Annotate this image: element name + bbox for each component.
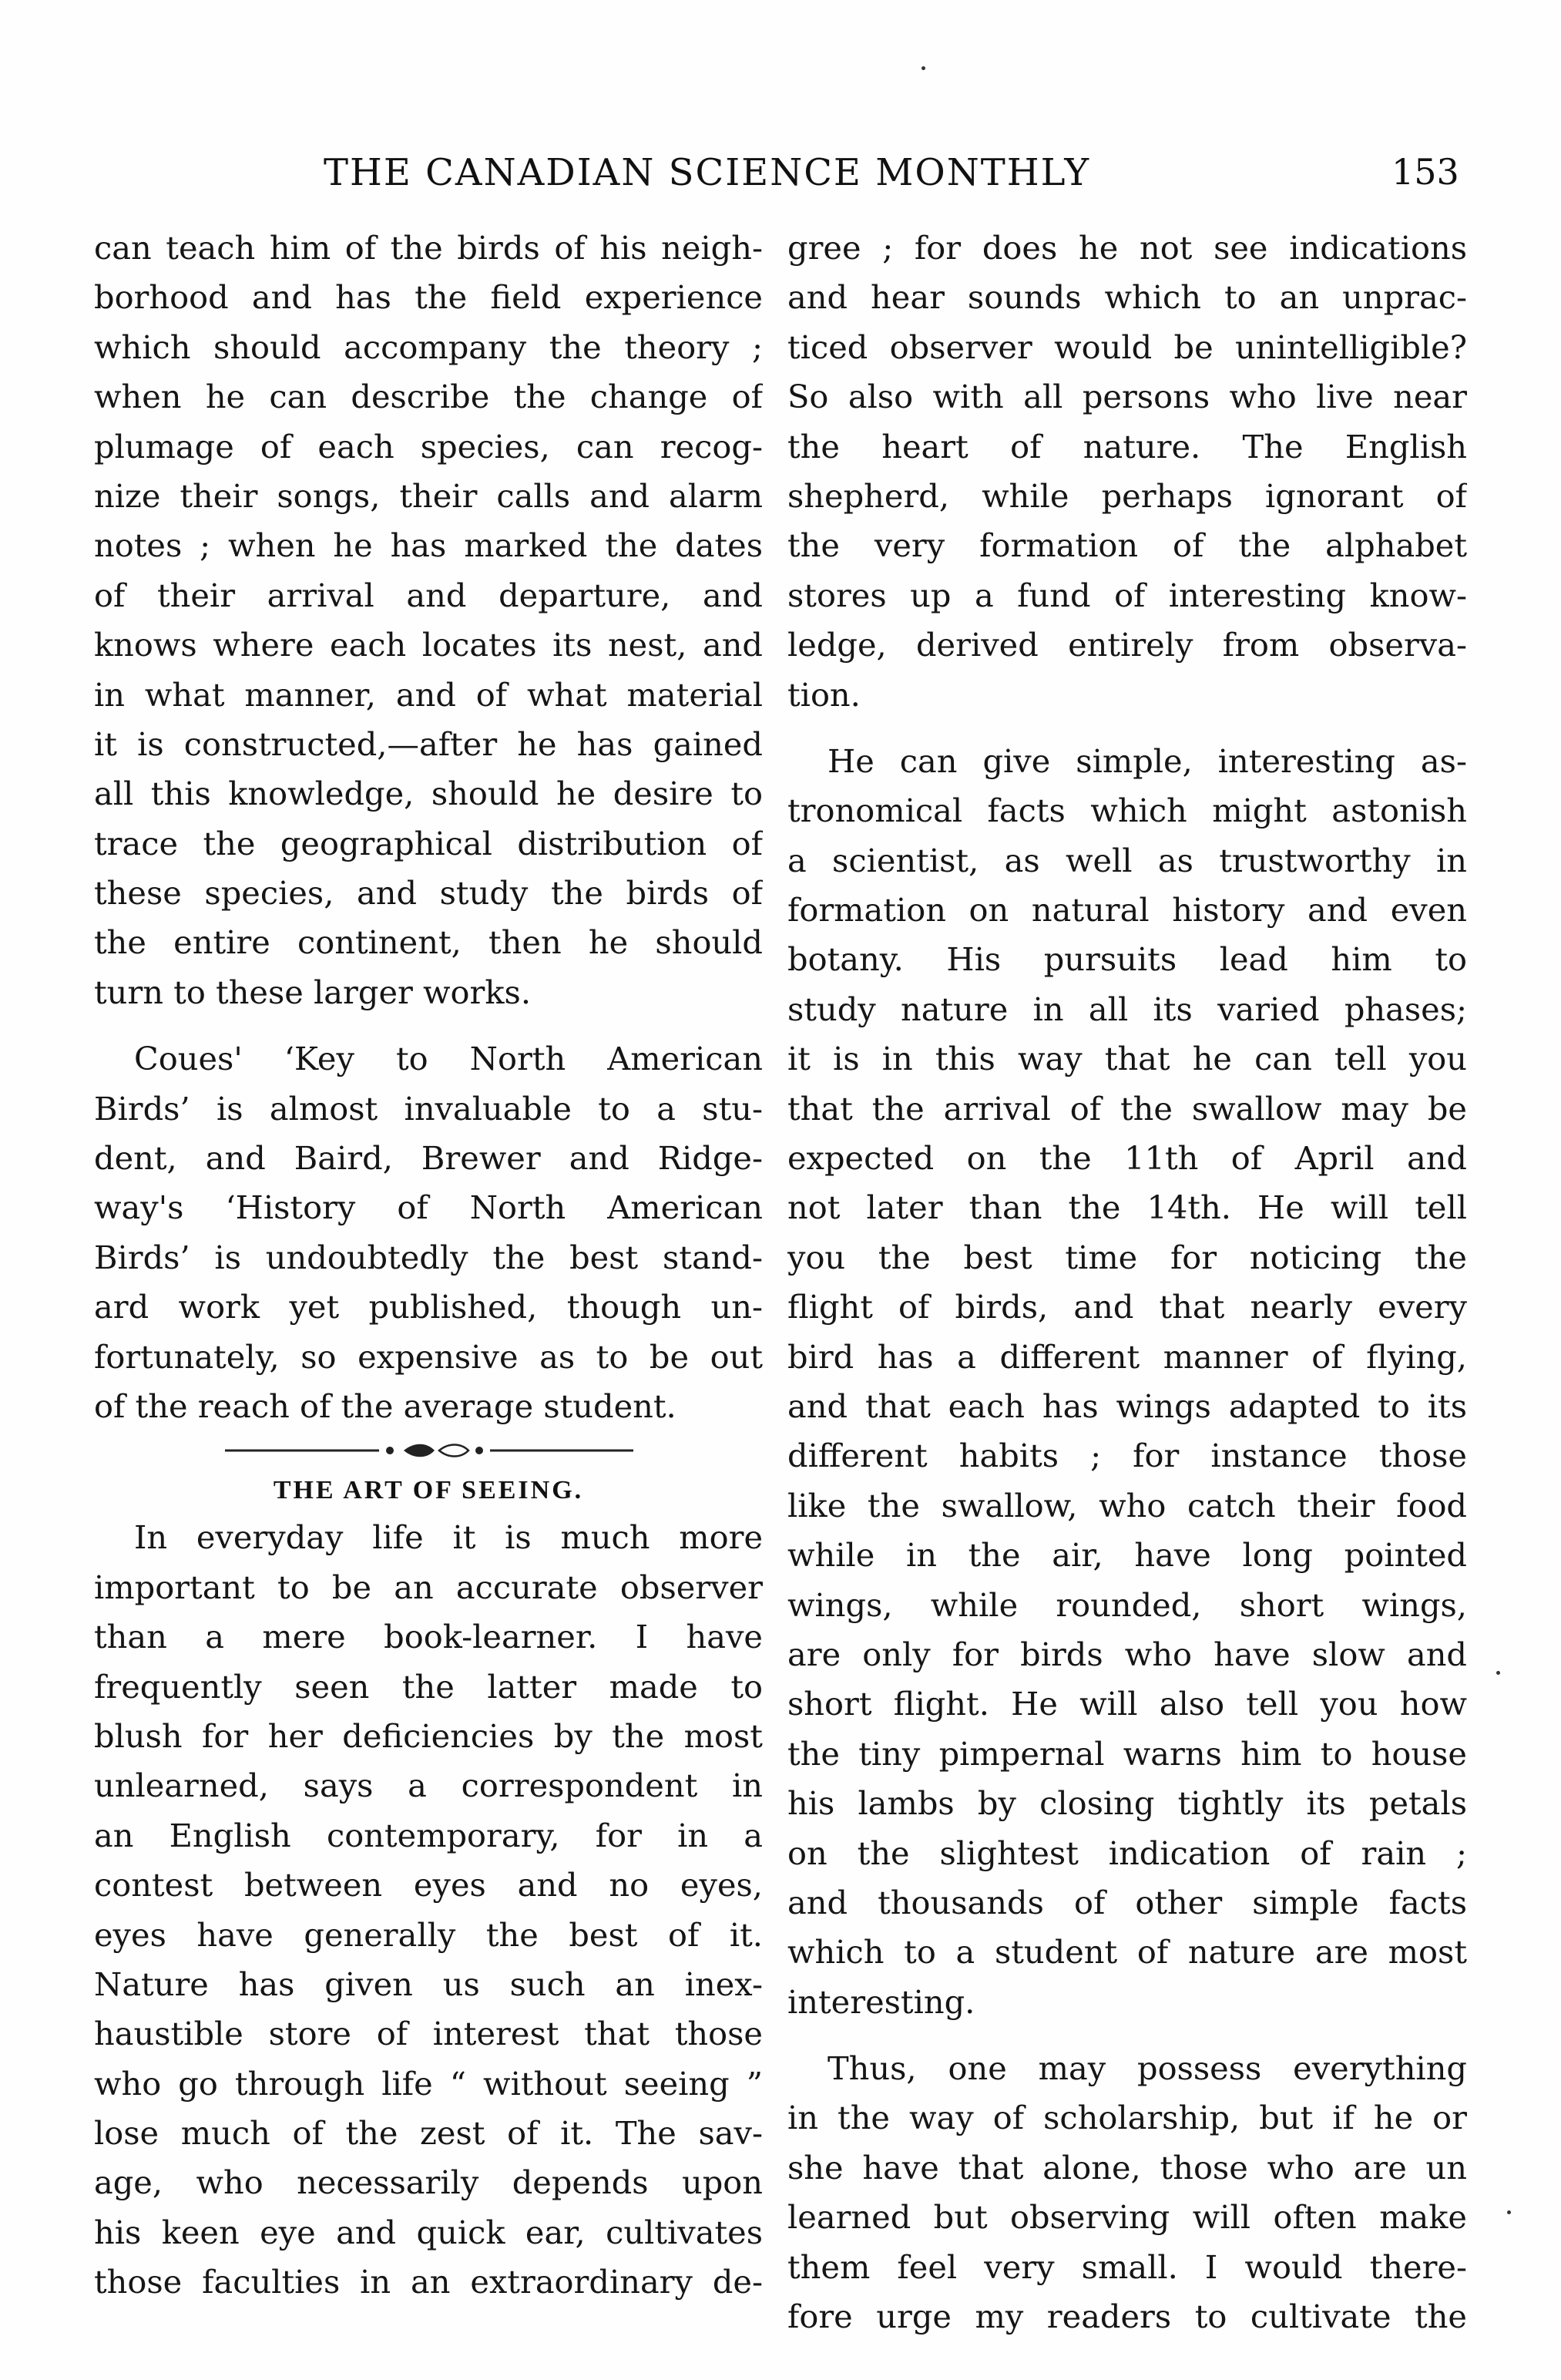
text-line: she have that alone, those who are un [787,2148,1467,2187]
paragraph-gap [787,2027,1467,2044]
text-line: in what manner, and of what material [94,675,763,714]
text-line: not later than the 14th. He will tell [787,1188,1467,1227]
text-line: which to a student of nature are most [787,1933,1467,1972]
text-line: Thus, one may possess everything [827,2049,1467,2088]
paragraph-gap [787,720,1467,737]
text-line: wings, while rounded, short wings, [787,1585,1467,1624]
text-line: study nature in all its varied phases; [787,990,1467,1028]
left-column [94,224,763,2308]
text-line: fore urge my readers to cultivate the [787,2298,1467,2336]
text-line: are only for birds who have slow and [787,1635,1467,1673]
text-line: that the arrival of the swallow may be [787,1089,1467,1128]
text-line: can teach him of the birds of his neigh- [94,229,763,267]
divider-ornament-icon [225,1439,633,1462]
text-line: dent, and Baird, Brewer and Ridge- [94,1139,763,1178]
text-line: short flight. He will also tell you how [787,1685,1467,1723]
text-line: botany. His pursuits lead him to [787,940,1467,979]
paragraph-birds-field-experience [94,224,763,1017]
text-line: He can give simple, interesting as- [827,741,1467,780]
text-line: these species, and study the birds of [94,874,763,913]
text-line: stores up a fund of interesting know- [787,576,1467,614]
text-line: borhood and has the field experience [94,278,763,317]
text-line: the heart of nature. The English [787,427,1467,466]
paragraph-scholarship [787,2044,1467,2341]
text-line: expected on the 11th of April and [787,1139,1467,1178]
text-line: it is in this way that he can tell you [787,1040,1467,1078]
text-line: nize their songs, their calls and alarm [94,476,763,515]
text-line: of the reach of the average student. [94,1387,676,1425]
text-line: on the slightest indication of rain ; [787,1834,1467,1872]
text-line: contest between eyes and no eyes, [94,1866,763,1904]
text-line: you the best time for noticing the [787,1238,1467,1276]
text-line: a scientist, as well as trustworthy in [787,841,1467,879]
paragraph-gap [94,1017,763,1034]
text-line: the very formation of the alphabet [787,526,1467,565]
text-line: ard work yet published, though un- [94,1288,763,1326]
text-line: of their arrival and departure, and [94,576,763,614]
section-heading: THE ART OF SEEING. [273,1476,584,1505]
text-line: In everyday life it is much more [134,1518,763,1557]
paragraph-indications [787,224,1467,720]
text-line: haustible store of interest that those [94,2015,763,2053]
text-line: the tiny pimpernal warns him to house [787,1734,1467,1773]
text-line: Birds’ is undoubtedly the best stand- [94,1238,763,1276]
text-line: plumage of each species, can recog- [94,427,763,466]
text-line: Nature has given us such an inex- [94,1965,763,2003]
text-line: shepherd, while perhaps ignorant of [787,476,1467,515]
print-speck [1496,1671,1500,1675]
text-line: knows where each locates its nest, and [94,626,763,664]
text-line: So also with all persons who live near [787,378,1467,416]
paragraph-simple-facts [787,737,1467,2027]
text-line: eyes have generally the best of it. [94,1915,763,1954]
text-line: it is constructed,—after he has gained [94,724,763,763]
text-line: like the swallow, who catch their food [787,1486,1467,1524]
text-line: his keen eye and quick ear, cultivates [94,2213,763,2251]
text-line: gree ; for does he not see indications [787,229,1467,267]
print-speck [1507,2210,1511,2214]
text-line: way's ‘History of North American [94,1188,763,1227]
text-line: blush for her deficiencies by the most [94,1716,763,1755]
text-line: and that each has wings adapted to its [787,1387,1467,1425]
text-line: unlearned, says a correspondent in [94,1767,763,1805]
text-line: lose much of the zest of it. The sav- [94,2114,763,2153]
text-line: notes ; when he has marked the dates [94,526,763,565]
text-line: tion. [787,675,861,714]
text-line: ticed observer would be unintelligible? [787,328,1467,366]
text-line: learned but observing will often make [787,2198,1467,2237]
print-speck [921,66,925,70]
text-line: them feel very small. I would there- [787,2247,1467,2286]
text-line: his lambs by closing tightly its petals [787,1784,1467,1823]
text-line: an English contemporary, for in a [94,1816,763,1854]
text-line: tronomical facts which might astonish [787,792,1467,830]
text-line: and hear sounds which to an unprac- [787,278,1467,317]
running-title: THE CANADIAN SCIENCE MONTHLY [324,151,1091,194]
text-line: Birds’ is almost invaluable to a stu- [94,1089,763,1128]
text-line: all this knowledge, should he desire to [94,775,763,813]
text-line: than a mere book-learner. I have [94,1618,763,1656]
text-line: flight of birds, and that nearly every [787,1288,1467,1326]
text-line: fortunately, so expensive as to be out [94,1337,763,1376]
paragraph-coues-key [94,1034,763,1431]
text-line: frequently seen the latter made to [94,1667,763,1706]
text-line: ledge, derived entirely from observa- [787,626,1467,664]
text-line: while in the air, have long pointed [787,1536,1467,1575]
text-line: those faculties in an extraordinary de- [94,2263,763,2301]
text-line: age, who necessarily depends upon [94,2163,763,2202]
text-line: who go through life “ without seeing ” [94,2064,763,2103]
page-number: 153 [1391,151,1459,193]
text-line: interesting. [787,1982,975,2021]
ornamental-divider [94,1431,763,1468]
right-column [787,224,1467,2341]
text-line: bird has a different manner of flying, [787,1337,1467,1376]
text-line: different habits ; for instance those [787,1437,1467,1475]
text-line: in the way of scholarship, but if he or [787,2099,1467,2137]
text-line: Coues' ‘Key to North American [134,1040,763,1078]
text-line: trace the geographical distribution of [94,824,763,862]
text-line: the entire continent, then he should [94,923,763,962]
text-line: and thousands of other simple facts [787,1883,1467,1921]
text-line: turn to these larger works. [94,973,532,1011]
text-line: when he can describe the change of [94,378,763,416]
paragraph-art-of-seeing [94,1513,763,2307]
text-line: formation on natural history and even [787,891,1467,929]
text-line: which should accompany the theory ; [94,328,763,366]
text-line: important to be an accurate observer [94,1568,763,1606]
